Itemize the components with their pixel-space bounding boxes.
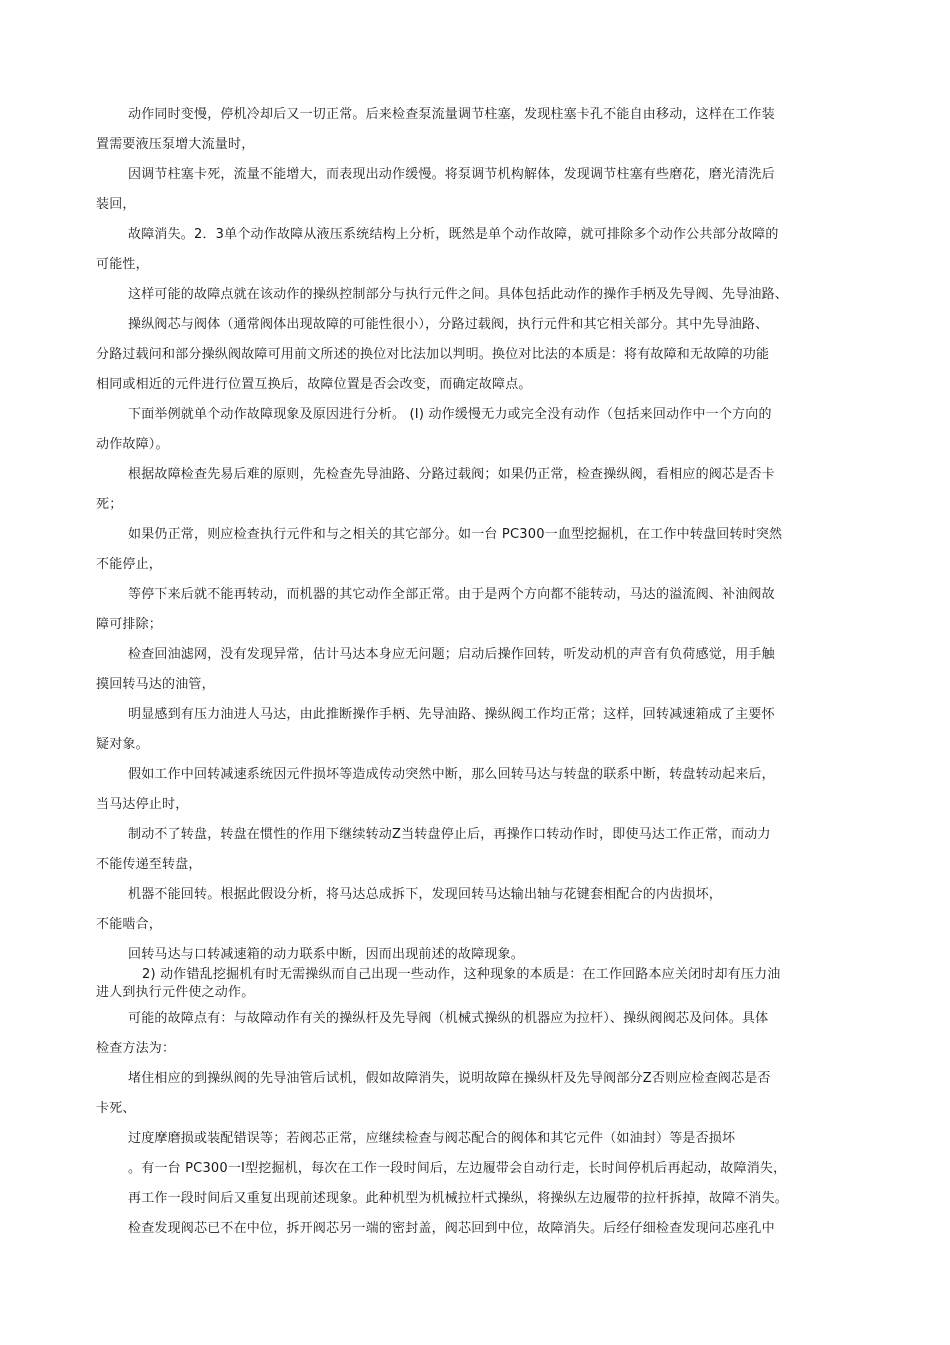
text-line: 下面举例就单个动作故障现象及原因进行分析。 (I) 动作缓慢无力或完全没有动作（包括来回动作中一个方向的 xyxy=(128,407,772,422)
text-line: 检查回油滤网，没有发现异常，估计马达本身应无问题；启动后操作回转，听发动机的声音有负荷感觉，用手触 xyxy=(128,647,775,662)
text-line: 检查发现阀芯已不在中位，拆开阀芯另一端的密封盖，阀芯回到中位，故障消失。后经仔细检查发现问芯座孔中 xyxy=(128,1221,775,1236)
text-line: 置需要液压泵增大流量时， xyxy=(96,137,255,152)
text-line: 这样可能的故障点就在该动作的操纵控制部分与执行元件之间。具体包括此动作的操作手柄及先导阀、先导油路、 xyxy=(128,287,789,302)
text-line: 疑对象。 xyxy=(96,737,149,752)
text-line: 。有一台 PC300一I型挖掘机，每次在工作一段时间后，左边履带会自动行走，长时间停机后再起动，故障消失， xyxy=(128,1161,787,1176)
text-line: 死； xyxy=(96,497,123,512)
text-line: 可能性， xyxy=(96,257,149,272)
text-line: 过度摩磨损或装配错误等；若阀芯正常，应继续检查与阀芯配合的阀体和其它元件（如油封）等是否损坏 xyxy=(128,1131,736,1146)
text-line: 不能啮合， xyxy=(96,917,163,932)
text-line: 根据故障检查先易后难的原则，先检查先导油路、分路过载阀；如果仍正常，检查操纵阀，看相应的阀芯是否卡 xyxy=(128,467,775,482)
text-line: 如果仍正常，则应检查执行元件和与之相关的其它部分。如一台 PC300一血型挖掘机，在工作中转盘回转时突然 xyxy=(128,527,783,542)
text-line: 堵住相应的到操纵阀的先导油管后试机，假如故障消失，说明故障在操纵杆及先导阀部分Z否则应检查阀芯是否 xyxy=(128,1071,771,1086)
text-line: 明显感到有压力油进人马达，由此推断操作手柄、先导油路、操纵阀工作均正常；这样，回转减速箱成了主要怀 xyxy=(128,707,775,722)
text-line: 进人到执行元件使之动作。 xyxy=(96,985,255,1000)
text-line: 故障消失。2．3单个动作故障从液压系统结构上分析，既然是单个动作故障，就可排除多个动作公共部分故障的 xyxy=(128,227,779,242)
text-line: 分路过载问和部分操纵阀故障可用前文所述的换位对比法加以判明。换位对比法的本质是：将有故障和无故障的功能 xyxy=(96,347,770,362)
text-line: 机器不能回转。根据此假设分析，将马达总成拆下，发现回转马达输出轴与花键套相配合的内齿损坏， xyxy=(128,887,723,902)
text-line: 装回， xyxy=(96,197,136,212)
text-line: 不能停止， xyxy=(96,557,163,572)
text-line: 2) 动作错乱挖掘机有时无需操纵而自己出现一些动作，这种现象的本质是：在工作回路本应关闭时却有压力油 xyxy=(142,967,781,982)
text-line: 动作故障）。 xyxy=(96,437,169,452)
text-line: 因调节柱塞卡死，流量不能增大，而表现出动作缓慢。将泵调节机构解体，发现调节柱塞有些磨花，磨光清洗后 xyxy=(128,167,775,182)
text-line: 障可排除； xyxy=(96,617,163,632)
text-line: 制动不了转盘，转盘在惯性的作用下继续转动Z当转盘停止后，再操作口转动作时，即使马达工作正常，而动力 xyxy=(128,827,771,842)
text-line: 摸回转马达的油管， xyxy=(96,677,215,692)
text-line: 回转马达与口转减速箱的动力联系中断，因而出现前述的故障现象。 xyxy=(128,947,525,962)
text-line: 相同或相近的元件进行位置互换后，故障位置是否会改变，而确定故障点。 xyxy=(96,377,532,392)
text-line: 假如工作中回转减速系统因元件损坏等造成传动突然中断，那么回转马达与转盘的联系中断，转盘转动起来后， xyxy=(128,767,775,782)
text-line: 再工作一段时间后又重复出现前述现象。此种机型为机械拉杆式操纵，将操纵左边履带的拉杆拆掉，故障不消失。 xyxy=(128,1191,789,1206)
text-line: 不能传递至转盘， xyxy=(96,857,202,872)
text-line: 可能的故障点有：与故障动作有关的操纵杆及先导阀（机械式操纵的机器应为拉杆）、操纵阀阀芯及问体。具体 xyxy=(128,1011,769,1026)
text-line: 当马达停止时， xyxy=(96,797,189,812)
text-line: 卡死、 xyxy=(96,1101,136,1116)
text-line: 等停下来后就不能再转动，而机器的其它动作全部正常。由于是两个方向都不能转动，马达的溢流阀、补油阀故 xyxy=(128,587,775,602)
text-line: 操纵阀芯与阀体（通常阀体出现故障的可能性很小），分路过载阀，执行元件和其它相关部分。其中先导油路、 xyxy=(128,317,769,332)
text-line: 检查方法为： xyxy=(96,1041,176,1056)
text-line: 动作同时变慢，停机冷却后又一切正常。后来检查泵流量调节柱塞，发现柱塞卡孔不能自由移动，这样在工作装 xyxy=(128,107,775,122)
